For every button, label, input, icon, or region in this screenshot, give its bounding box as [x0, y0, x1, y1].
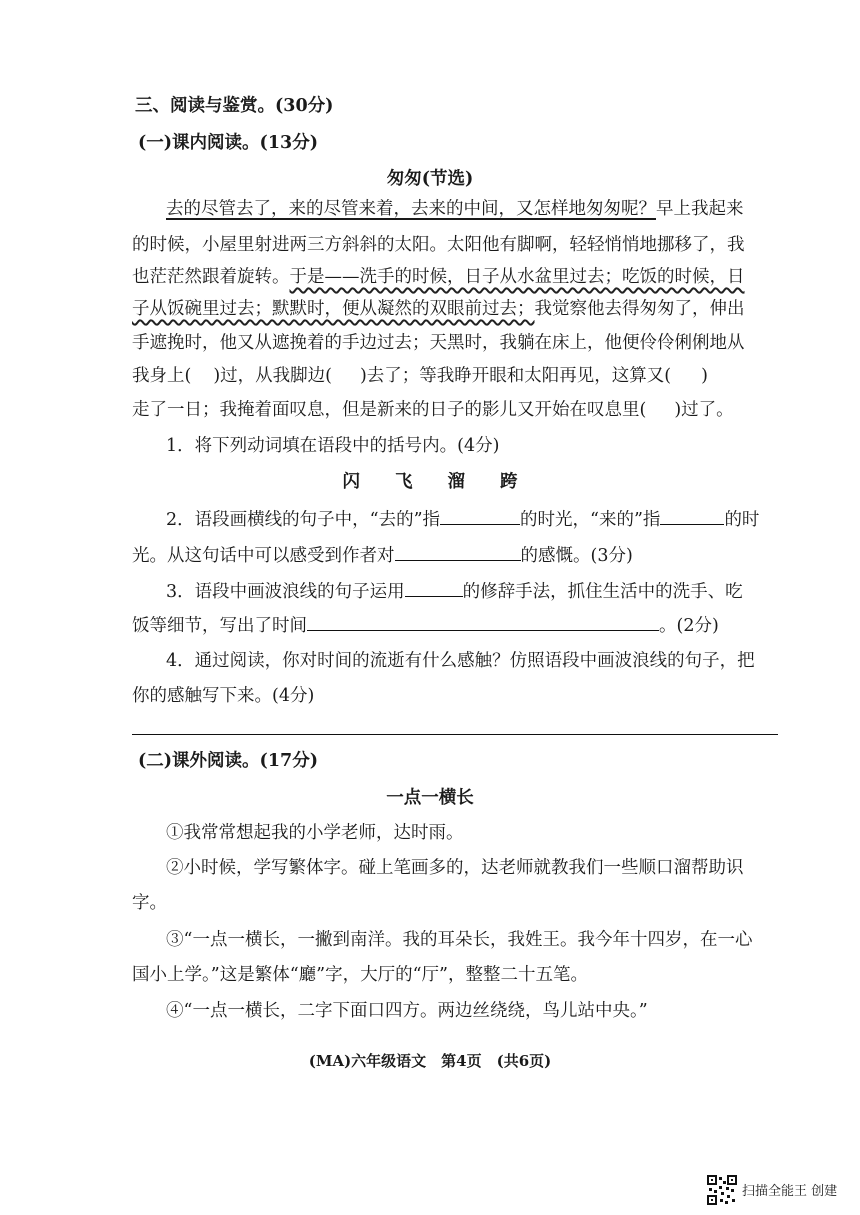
passage-line-3 [132, 265, 745, 289]
page-footer: (MA)六年级语文 第4页 (共6页) [308, 1052, 552, 1070]
answer-blank[interactable] [307, 612, 659, 631]
wavy-sentence: 于是——洗手的时候，日子从水盆里过去；吃饭的时候，日 [289, 267, 745, 287]
paragraph-1: ①我常常想起我的小学老师，达时雨。 [166, 823, 464, 843]
paragraph-3-cont: 国小上学。”这是繁体“廳”字，大厅的“厅”，整整二十五笔。 [132, 965, 588, 985]
question-1: 1．将下列动词填在语段中的括号内。(4分) [166, 436, 500, 456]
question-3: 3．语段中画波浪线的句子运用 的修辞手法，抓住生活中的洗手、吃 [166, 578, 743, 604]
answer-blank[interactable] [440, 506, 520, 525]
question-2: 2．语段画横线的句子中，“去的”指 的时光，“来的”指 的时 [166, 506, 759, 532]
paragraph-3: ③“一点一横长，一撇到南洋。我的耳朵长，我姓王。我今年十四岁，在一心 [166, 930, 753, 950]
section-title: 三、阅读与鉴赏。(30分) [135, 96, 334, 116]
part1-heading: (一)课内阅读。(13分) [138, 133, 318, 153]
passage-line-2: 的时候，小屋里射进两三方斜斜的太阳。太阳他有脚啊，轻轻悄悄地挪移了，我 [132, 235, 745, 255]
paragraph-2: ②小时候，学写繁体字。碰上笔画多的，达老师就教我们一些顺口溜帮助识 [166, 858, 744, 878]
passage-line-5: 手遮挽时，他又从遮挽着的手边过去；天黑时，我躺在床上，他便伶伶俐俐地从 [132, 333, 745, 353]
question-4-cont: 你的感触写下来。(4分) [132, 686, 315, 706]
answer-line[interactable] [132, 734, 778, 735]
answer-blank[interactable] [660, 506, 724, 525]
wavy-sentence: 子从饭碗里过去；默默时，便从凝然的双眼前过去； [132, 299, 535, 319]
qr-code-icon [707, 1175, 737, 1205]
question-3-cont: 饭等细节，写出了时间 。(2分) [132, 612, 719, 638]
passage-title: 匆匆(节选) [386, 169, 474, 189]
passage-line-7: 走了一日；我掩着面叹息，但是新来的日子的影儿又开始在叹息里( )过了。 [132, 400, 734, 420]
paragraph-4: ④“一点一横长，二字下面口四方。两边丝绕绕，鸟儿站中央。” [166, 1001, 648, 1021]
passage-line-4 [132, 297, 745, 321]
question-2-cont: 光。从这句话中可以感受到作者对 的感慨。(3分) [132, 542, 633, 568]
paragraph-2-cont: 字。 [132, 893, 167, 913]
part2-heading: (二)课外阅读。(17分) [138, 751, 318, 771]
answer-blank[interactable] [405, 578, 463, 597]
scanner-watermark: 扫描全能王 创建 [742, 1184, 838, 1199]
passage2-title: 一点一横长 [386, 788, 474, 808]
passage-line-1 [166, 197, 744, 221]
passage-line-6: 我身上( )过，从我脚边( )去了；等我睁开眼和太阳再见，这算又( ) [132, 366, 708, 386]
question-4: 4．通过阅读，你对时间的流逝有什么感触？仿照语段中画波浪线的句子，把 [166, 651, 755, 671]
verb-list: 闪 飞 溜 跨 [342, 472, 518, 492]
passage-text: 早上我起来 [656, 199, 744, 219]
underlined-sentence: 去的尽管去了，来的尽管来着，去来的中间，又怎样地匆匆呢？ [166, 199, 656, 219]
answer-blank[interactable] [395, 542, 521, 561]
passage-text: 也茫茫然跟着旋转。 [132, 267, 290, 287]
passage-text: 我觉察他去得匆匆了，伸出 [534, 299, 745, 319]
